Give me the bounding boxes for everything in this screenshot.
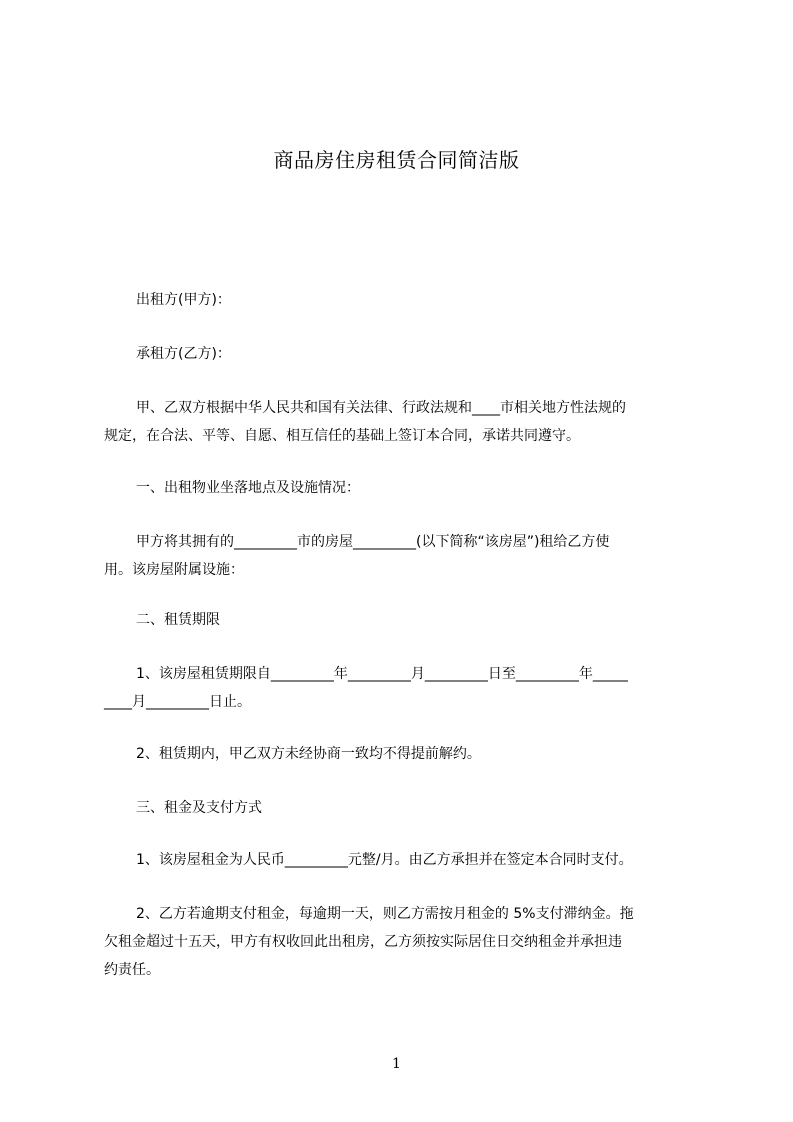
section-1-line-2: 用。该房屋附属设施： [104, 562, 244, 578]
section-2-clause-1-line-1: 1、该房屋租赁期限自_________年_________月_________日至_________年_____ [136, 666, 628, 682]
section-2-clause-1 [104, 660, 700, 716]
section-1-paragraph [104, 528, 700, 584]
page-number: 1 [392, 1056, 401, 1072]
section-3-heading: 三、租金及支付方式 [136, 800, 262, 816]
lessor-line: 出租方(甲方)： [136, 292, 231, 308]
section-2-clause-2: 2、租赁期内，甲乙双方未经协商一致均不得提前解约。 [136, 746, 481, 762]
preamble-paragraph [104, 394, 700, 450]
section-3-clause-2-line-1: 2、乙方若逾期支付租金，每逾期一天，则乙方需按月租金的 5%支付滞纳金。拖 [136, 906, 634, 922]
preamble-line-1: 甲、乙双方根据中华人民共和国有关法律、行政法规和____市相关地方性法规的 [136, 400, 626, 416]
section-2-heading: 二、租赁期限 [136, 612, 220, 628]
section-1-heading: 一、出租物业坐落地点及设施情况： [136, 480, 360, 496]
document-title: 商品房住房租赁合同简洁版 [273, 148, 520, 172]
section-3-clause-2-line-3: 约责任。 [104, 962, 160, 978]
section-3-clause-2 [104, 900, 700, 984]
preamble-line-2: 规定，在合法、平等、自愿、相互信任的基础上签订本合同，承诺共同遵守。 [104, 428, 580, 444]
section-3-clause-1: 1、该房屋租金为人民币_________元整/月。由乙方承担并在签定本合同时支付。 [136, 852, 633, 868]
section-2-clause-1-line-2: ____月_________日止。 [104, 694, 251, 710]
lessee-line: 承租方(乙方)： [136, 346, 231, 362]
section-1-line-1: 甲方将其拥有的_________市的房屋_________(以下简称“该房屋”)租给乙方使 [136, 534, 610, 550]
section-3-clause-2-line-2: 欠租金超过十五天，甲方有权收回此出租房，乙方须按实际居住日交纳租金并承担违 [104, 934, 622, 950]
